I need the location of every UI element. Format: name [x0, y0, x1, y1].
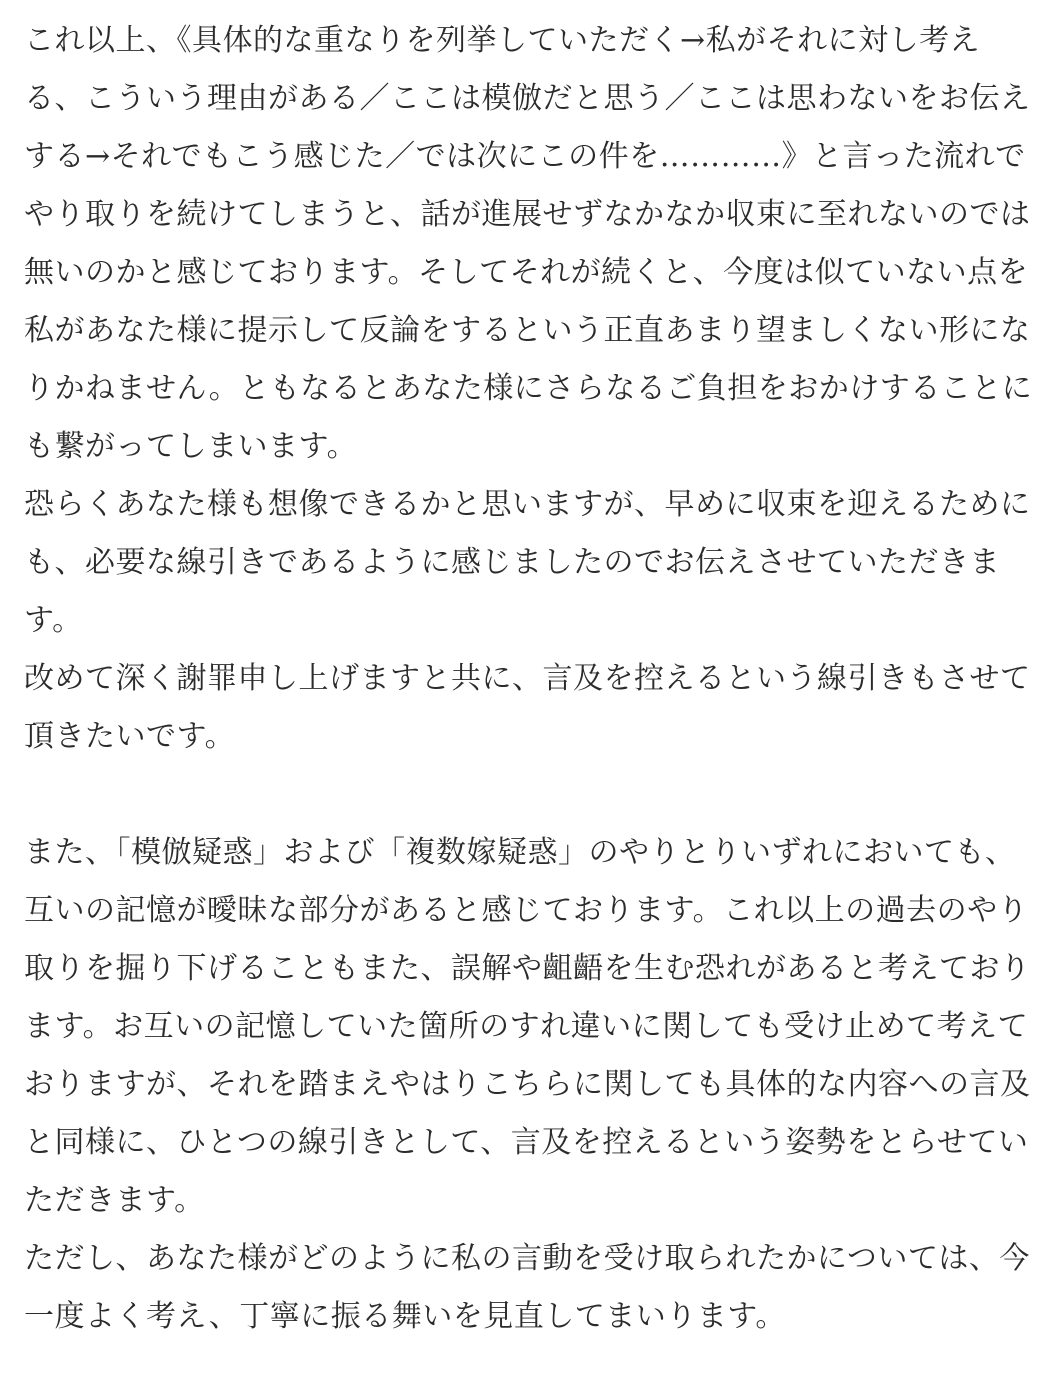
text-line: おりますが、それを踏まえやはりこちらに関しても具体的な内容への言及 [24, 1067, 1031, 1102]
text-line: と同様に、ひとつの線引きとして、言及を控えるという姿勢をとらせてい [24, 1125, 1029, 1160]
paragraph-2 [24, 476, 1034, 650]
text-line: 改めて深く謝罪申し上げますと共に、言及を控えるという線引きもさせて [24, 661, 1031, 696]
text-line: 無いのかと感じております。そしてそれが続くと、今度は似ていない点を [24, 255, 1029, 290]
text-line: やり取りを続けてしまうと、話が進展せずなかなか収束に至れないのでは [24, 197, 1031, 232]
text-line: 互いの記憶が曖昧な部分があると感じております。これ以上の過去のやり [24, 893, 1029, 928]
text-line: も、必要な線引きであるように感じましたのでお伝えさせていただきま [24, 545, 1000, 580]
paragraph-spacer [24, 766, 1034, 824]
text-line: りかねません。ともなるとあなた様にさらなるご負担をおかけすることに [24, 371, 1033, 406]
text-line: 恐らくあなた様も想像できるかと思いますが、早めに収束を迎えるために [24, 487, 1031, 522]
paragraph-4 [24, 824, 1034, 1230]
text-line: する→それでもこう感じた／では次にこの件を…………》と言った流れで [24, 139, 1026, 174]
paragraph-3 [24, 650, 1034, 766]
text-line: る、こういう理由がある／ここは模倣だと思う／ここは思わないをお伝え [24, 81, 1031, 116]
text-line: ます。お互いの記憶していた箇所のすれ違いに関しても受け止めて考えて [24, 1009, 1029, 1044]
text-line: また、「模倣疑惑」および「複数嫁疑惑」のやりとりいずれにおいても、 [24, 835, 1016, 870]
text-line: も繋がってしまいます。 [24, 429, 358, 464]
text-line: 取りを掘り下げることもまた、誤解や齟齬を生む恐れがあると考えており [24, 951, 1031, 986]
text-line: ただし、あなた様がどのように私の言動を受け取られたかについては、今 [24, 1241, 1030, 1276]
paragraph-1 [24, 12, 1034, 476]
paragraph-5 [24, 1230, 1034, 1346]
text-line: 私があなた様に提示して反論をするという正直あまり望ましくない形にな [24, 313, 1031, 348]
text-line: 頂きたいです。 [24, 719, 236, 754]
text-line: 一度よく考え、丁寧に振る舞いを見直してまいります。 [24, 1299, 786, 1334]
text-line: これ以上、《具体的な重なりを列挙していただく→私がそれに対し考え [24, 23, 981, 58]
text-line: ただきます。 [24, 1183, 205, 1218]
text-line: す。 [24, 603, 83, 638]
